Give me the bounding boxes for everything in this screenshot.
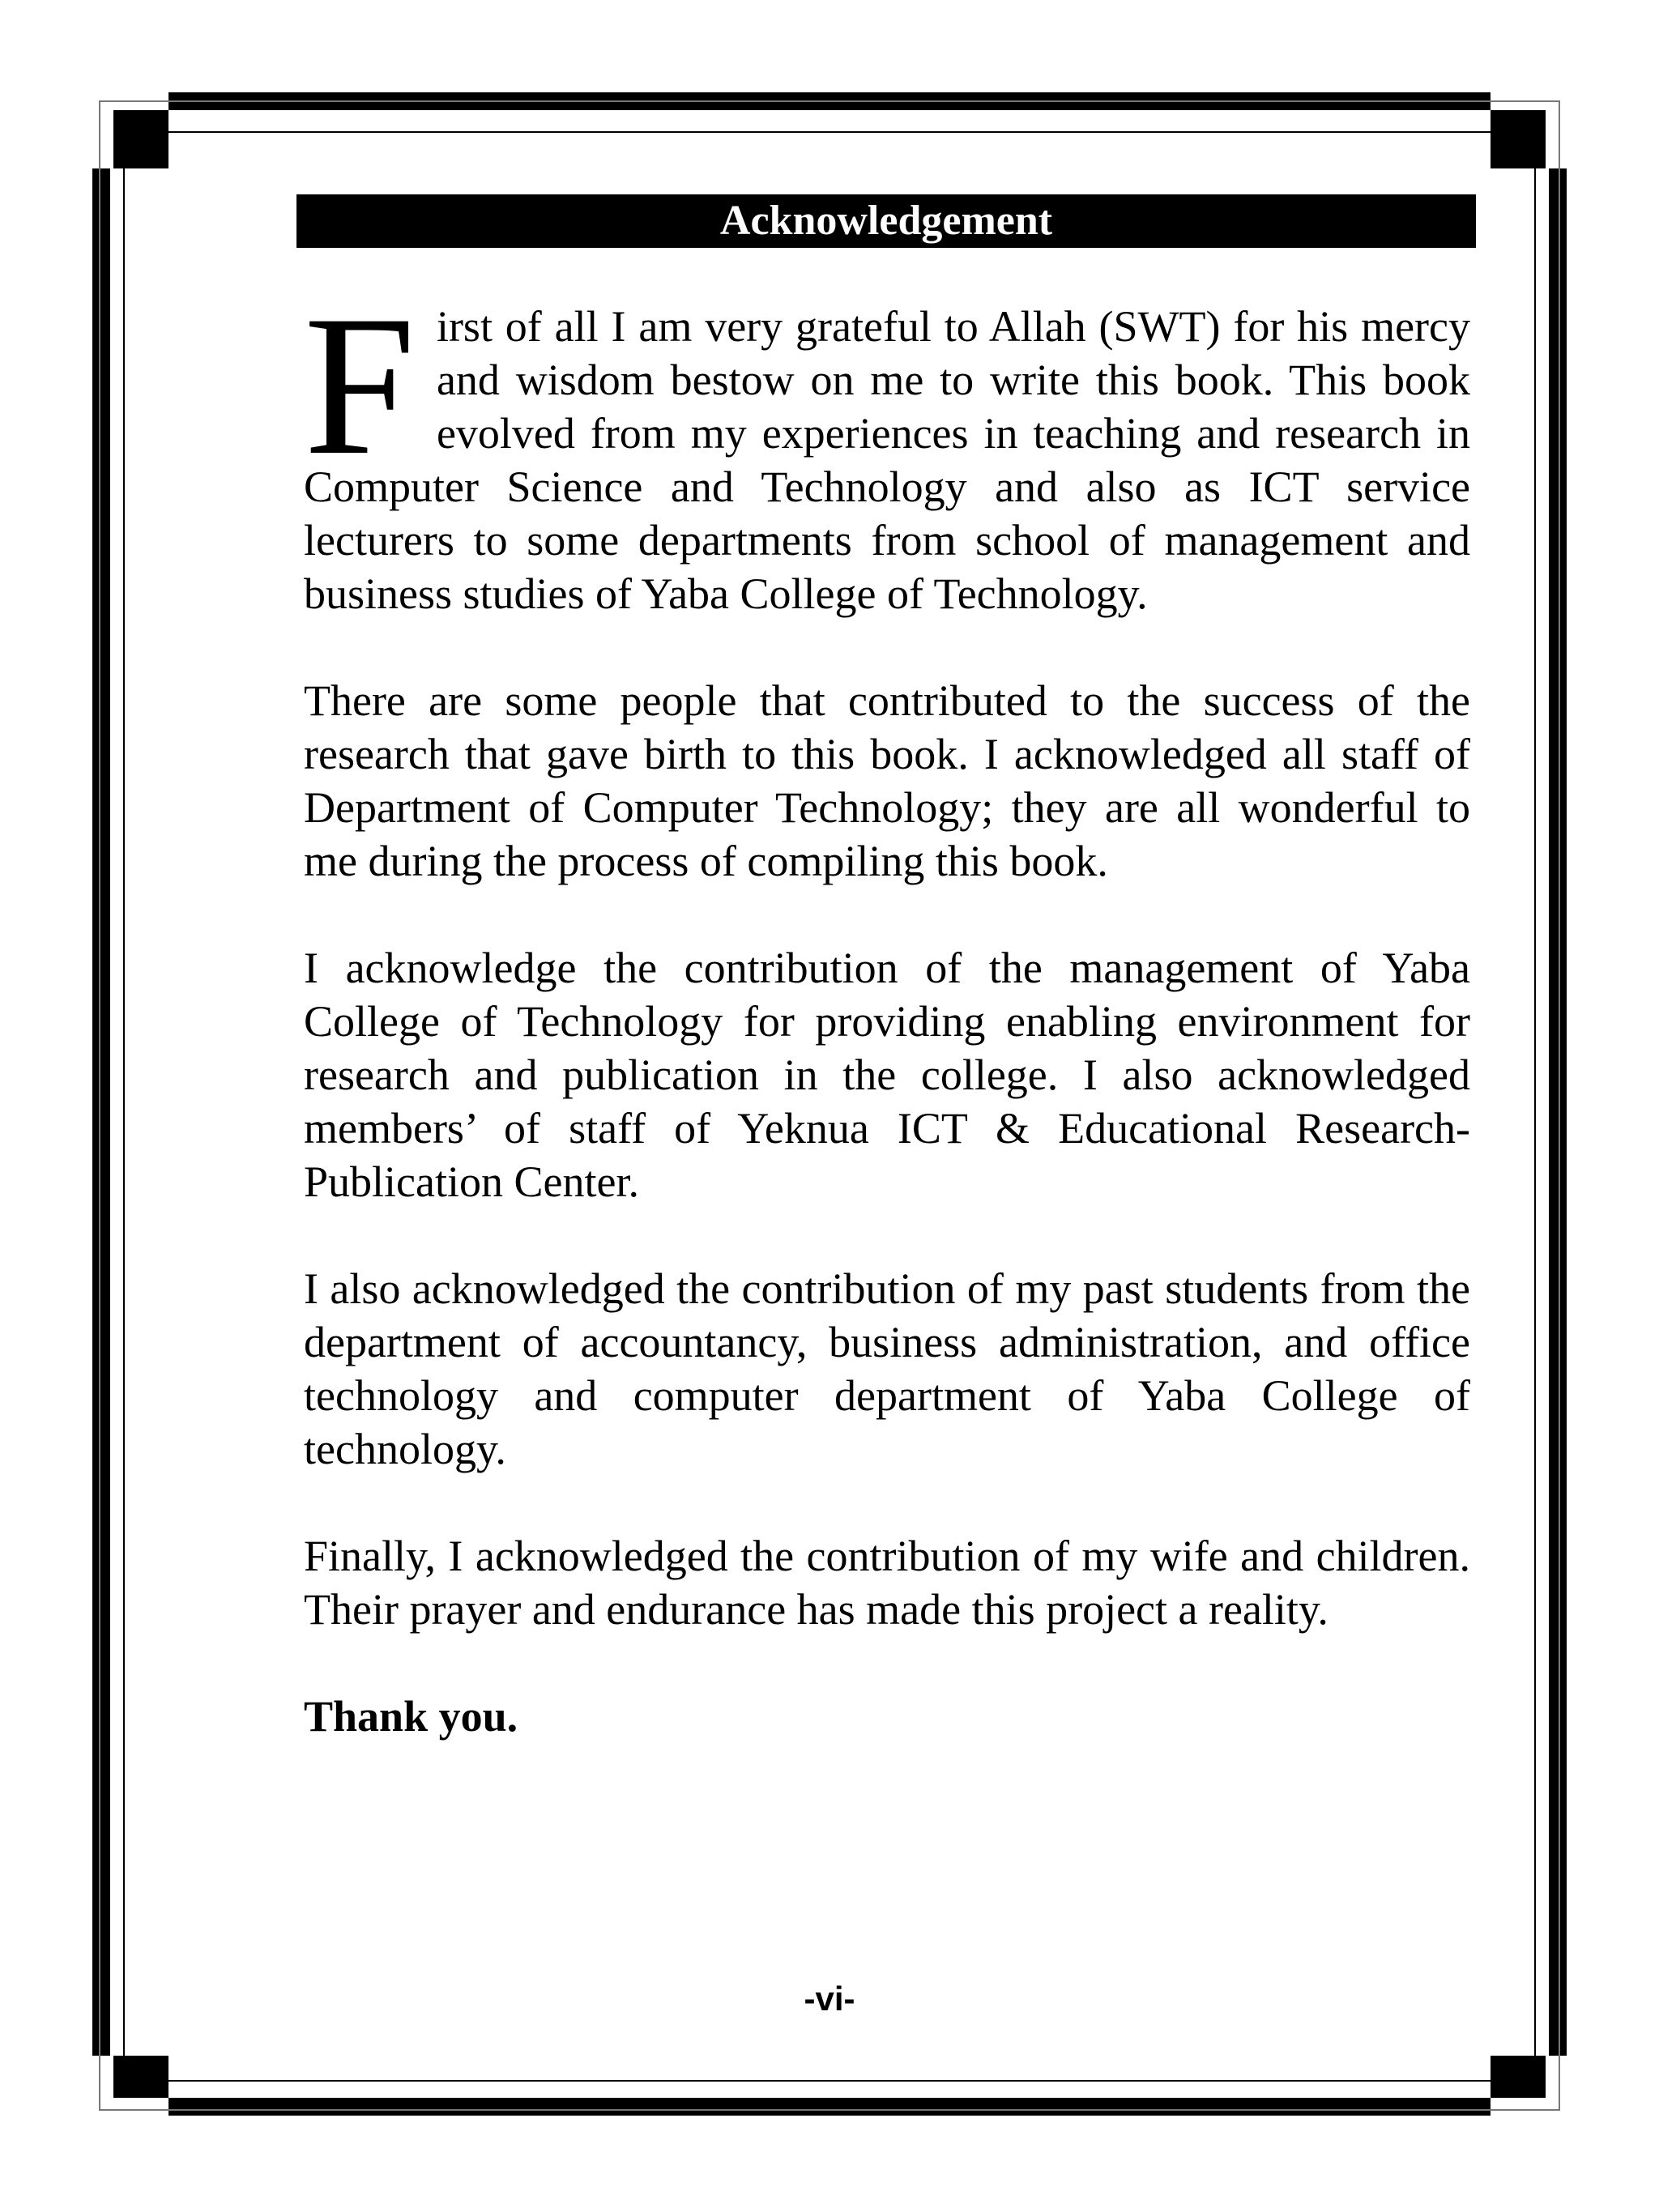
- page-number: -vi-: [804, 1980, 855, 2018]
- paragraph-management: I acknowledge the contribution of the management of Yaba College of Technology for providing enabling environment for research and publication in the college. I also acknowledged members’ of staff of Yeknua ICT & Educational Research-Publication Center.: [304, 944, 1470, 1206]
- acknowledgement-body: [304, 274, 1470, 1796]
- drop-cap: F: [304, 274, 416, 497]
- paragraph-text: irst of all I am very grateful to Allah (SWT) for his mercy and wisdom bestow on me to write this book. This book evolved from my experiences in teaching and research in Computer Science and Technology and also as ICT service lecturers to some departments from school of management and business studies of Yaba College of Technology.: [304, 302, 1470, 618]
- paragraph-family: Finally, I acknowledged the contribution of my wife and children. Their prayer and endurance has made this project a reality.: [304, 1532, 1470, 1634]
- closing-thanks: Thank you.: [304, 1692, 518, 1741]
- paragraph-intro: [304, 274, 1470, 620]
- paragraph-contributors: There are some people that contributed to the success of the research that gave birth to this book. I acknowledged all staff of Department of Computer Technology; they are all wonderful to me during the process of compiling this book.: [304, 676, 1470, 885]
- page-title: Acknowledgement: [296, 194, 1476, 248]
- paragraph-students: I also acknowledged the contribution of my past students from the department of accountancy, business administration, and office technology and computer department of Yaba College of technology.: [304, 1264, 1470, 1473]
